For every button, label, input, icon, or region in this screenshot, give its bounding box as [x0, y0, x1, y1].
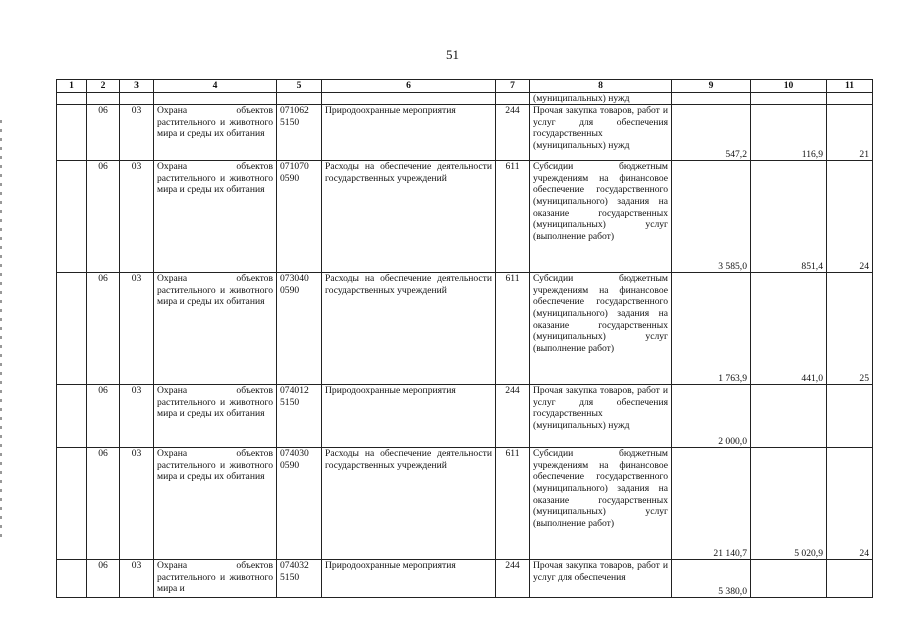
table-row: [57, 105, 873, 161]
expense-type-code: 244: [496, 385, 530, 448]
expense-type-code: 611: [496, 273, 530, 385]
subsection-code: 03: [120, 560, 154, 598]
amount-plan: 547,2: [672, 105, 751, 161]
expense-type-code: 611: [496, 448, 530, 560]
expense-name: Расходы на обеспечение деятельности государственных учреждений: [322, 161, 496, 273]
activity-name: Охрана объектов растительного и животного мира и: [154, 560, 277, 598]
activity-name: Охрана объектов растительного и животного мира и среды их обитания: [154, 161, 277, 273]
target-article: 074030 0590: [277, 448, 322, 560]
target-article: 074032 5150: [277, 560, 322, 598]
amount-plan: 2 000,0: [672, 385, 751, 448]
section-code: 06: [87, 560, 120, 598]
percent: 24: [827, 448, 873, 560]
subsection-code: 03: [120, 273, 154, 385]
col-header: 3: [120, 80, 154, 93]
target-article: 073040 0590: [277, 273, 322, 385]
expense-type-name: Субсидии бюджетным учреждениям на финансовое обеспечение государственного (муниципального) задания на оказание государственных (муниципальных) услуг (выполнение работ): [530, 448, 672, 560]
section-code: 06: [87, 385, 120, 448]
target-article: 071062 5150: [277, 105, 322, 161]
target-article: 074012 5150: [277, 385, 322, 448]
subsection-code: 03: [120, 448, 154, 560]
section-code: 06: [87, 448, 120, 560]
activity-name: Охрана объектов растительного и животного мира и среды их обитания: [154, 273, 277, 385]
col-header: 7: [496, 80, 530, 93]
subsection-code: 03: [120, 105, 154, 161]
expense-name: Природоохранные мероприятия: [322, 105, 496, 161]
expense-type-name: Прочая закупка товаров, работ и услуг для обеспечения: [530, 560, 672, 598]
section-code: 06: [87, 273, 120, 385]
activity-name: Охрана объектов растительного и животного мира и среды их обитания: [154, 105, 277, 161]
expense-type-code: 244: [496, 105, 530, 161]
expense-type-name: Прочая закупка товаров, работ и услуг для обеспечения государственных (муниципальных) нужд: [530, 105, 672, 161]
amount-actual: 851,4: [751, 161, 827, 273]
subsection-code: 03: [120, 385, 154, 448]
col-header: 4: [154, 80, 277, 93]
expense-name: Природоохранные мероприятия: [322, 385, 496, 448]
activity-name: Охрана объектов растительного и животного мира и среды их обитания: [154, 448, 277, 560]
col-header: 5: [277, 80, 322, 93]
activity-name: Охрана объектов растительного и животного мира и среды их обитания: [154, 385, 277, 448]
amount-actual: [751, 385, 827, 448]
expense-name: Расходы на обеспечение деятельности государственных учреждений: [322, 273, 496, 385]
budget-table: [56, 79, 873, 598]
amount-actual: 116,9: [751, 105, 827, 161]
expense-type-code: 611: [496, 161, 530, 273]
amount-plan: 21 140,7: [672, 448, 751, 560]
table-row: [57, 560, 873, 598]
percent: [827, 560, 873, 598]
expense-type-name: Субсидии бюджетным учреждениям на финансовое обеспечение государственного (муниципального) задания на оказание государственных (муниципальных) услуг (выполнение работ): [530, 273, 672, 385]
section-code: 06: [87, 161, 120, 273]
col-header: 2: [87, 80, 120, 93]
col-header: 9: [672, 80, 751, 93]
table-row: [57, 273, 873, 385]
expense-name: Природоохранные мероприятия: [322, 560, 496, 598]
percent: [827, 385, 873, 448]
expense-type-name: Прочая закупка товаров, работ и услуг для обеспечения государственных (муниципальных) нужд: [530, 385, 672, 448]
amount-plan: 3 585,0: [672, 161, 751, 273]
percent: 21: [827, 105, 873, 161]
continuation-row: [57, 92, 873, 105]
amount-plan: 1 763,9: [672, 273, 751, 385]
amount-actual: 441,0: [751, 273, 827, 385]
table-row: [57, 385, 873, 448]
table-row: [57, 161, 873, 273]
expense-type-code: 244: [496, 560, 530, 598]
scan-margin-mark: [0, 120, 2, 540]
expense-type-name: Субсидии бюджетным учреждениям на финансовое обеспечение государственного (муниципального) задания на оказание государственных (муниципальных) услуг (выполнение работ): [530, 161, 672, 273]
section-code: 06: [87, 105, 120, 161]
col-header: 6: [322, 80, 496, 93]
col-header: 8: [530, 80, 672, 93]
col-header: 11: [827, 80, 873, 93]
table-row: [57, 448, 873, 560]
col-header: 1: [57, 80, 87, 93]
percent: 25: [827, 273, 873, 385]
amount-actual: 5 020,9: [751, 448, 827, 560]
page-number: 51: [446, 47, 459, 62]
subsection-code: 03: [120, 161, 154, 273]
continuation-text: (муниципальных) нужд: [530, 92, 672, 105]
expense-name: Расходы на обеспечение деятельности государственных учреждений: [322, 448, 496, 560]
col-header: 10: [751, 80, 827, 93]
percent: 24: [827, 161, 873, 273]
table-header-row: [57, 80, 873, 93]
amount-plan: 5 380,0: [672, 560, 751, 598]
amount-actual: [751, 560, 827, 598]
target-article: 071070 0590: [277, 161, 322, 273]
